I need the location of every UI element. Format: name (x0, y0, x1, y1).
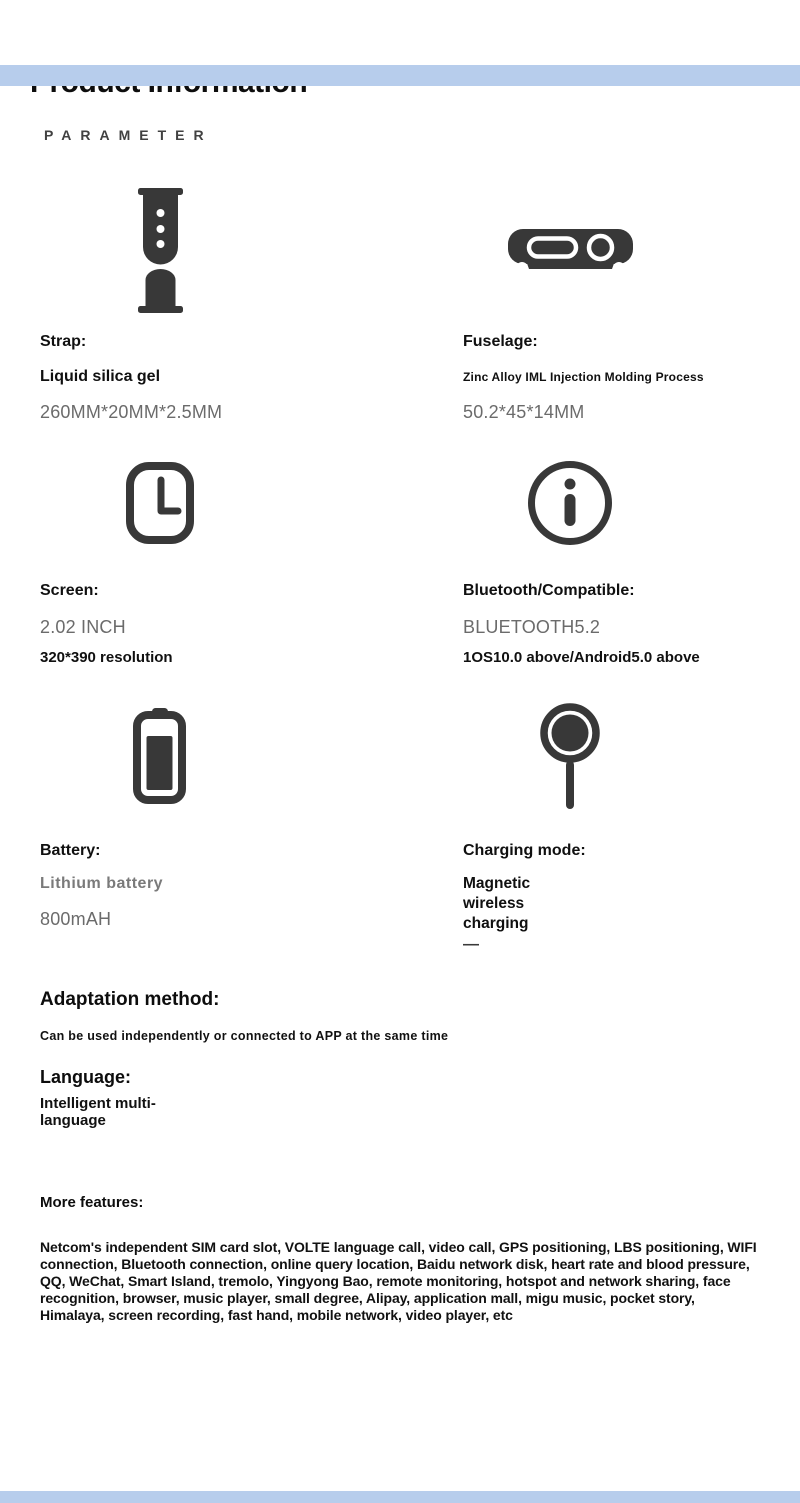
spec-value: BLUETOOTH5.2 (463, 617, 601, 637)
spec-material: Liquid silica gel (40, 368, 161, 385)
spec-material: Magnetic wireless charging (463, 875, 531, 932)
spec-label: Strap: (40, 333, 87, 350)
spec-value: 260MM*20MM*2.5MM (40, 402, 223, 422)
info-circle-icon (400, 424, 800, 574)
info-sections (0, 988, 800, 1324)
adaptation-heading: Adaptation method: (40, 989, 220, 1010)
magnetic-charger-icon (400, 668, 800, 814)
spec-value: 800mAH (40, 909, 112, 929)
features-text: Netcom's independent SIM card slot, VOLTE language call, video call, GPS positioning, LBS positioning, WIFI connection, Bluetooth connection, online query location, Baidu network disk, heart rate and blood pressure, QQ, WeChat, Smart Island, tremolo, Yingyong Bao, remote monitoring, hotspot and network sharing, face recognition, browser, music player, small degree, Alipay, application mall, migu music, pocket story, Himalaya, screen recording, fast hand, mobile network, video player, etc (40, 1239, 757, 1323)
spec-material: Lithium battery (40, 875, 164, 892)
adaptation-text: Can be used independently or connected to APP at the same time (40, 1029, 449, 1043)
spec-card-charging (400, 668, 800, 954)
spec-value: 50.2*45*14MM (463, 402, 585, 422)
spec-card-fuselage (400, 144, 800, 424)
spec-value: 2.02 INCH (40, 617, 126, 637)
spec-label: Bluetooth/Compatible: (463, 582, 635, 599)
spec-card-strap (0, 144, 400, 424)
spec-card-battery (0, 668, 400, 954)
spec-label: Fuselage: (463, 333, 538, 350)
features-heading: More features: (40, 1194, 144, 1211)
watch-case-icon (400, 144, 800, 316)
battery-icon (0, 668, 400, 814)
spec-label: Battery: (40, 842, 101, 859)
spec-label: Charging mode: (463, 842, 586, 859)
spec-detail: 320*390 resolution (40, 649, 173, 666)
language-heading: Language: (40, 1067, 132, 1087)
spec-material: Zinc Alloy IML Injection Molding Process (463, 370, 704, 384)
language-text: Intelligent multi-language (40, 1095, 156, 1129)
watch-screen-icon (0, 424, 400, 574)
spec-card-bluetooth (400, 424, 800, 668)
spec-grid (0, 144, 800, 954)
parameter-subtitle: PARAMETER (44, 127, 213, 143)
charging-dash: — (463, 936, 479, 953)
watch-strap-icon (0, 144, 400, 316)
bottom-accent-bar (0, 1491, 800, 1503)
spec-card-screen (0, 424, 400, 668)
spec-detail: 1OS10.0 above/Android5.0 above (463, 649, 700, 666)
top-accent-bar (0, 65, 800, 86)
spec-label: Screen: (40, 582, 99, 599)
